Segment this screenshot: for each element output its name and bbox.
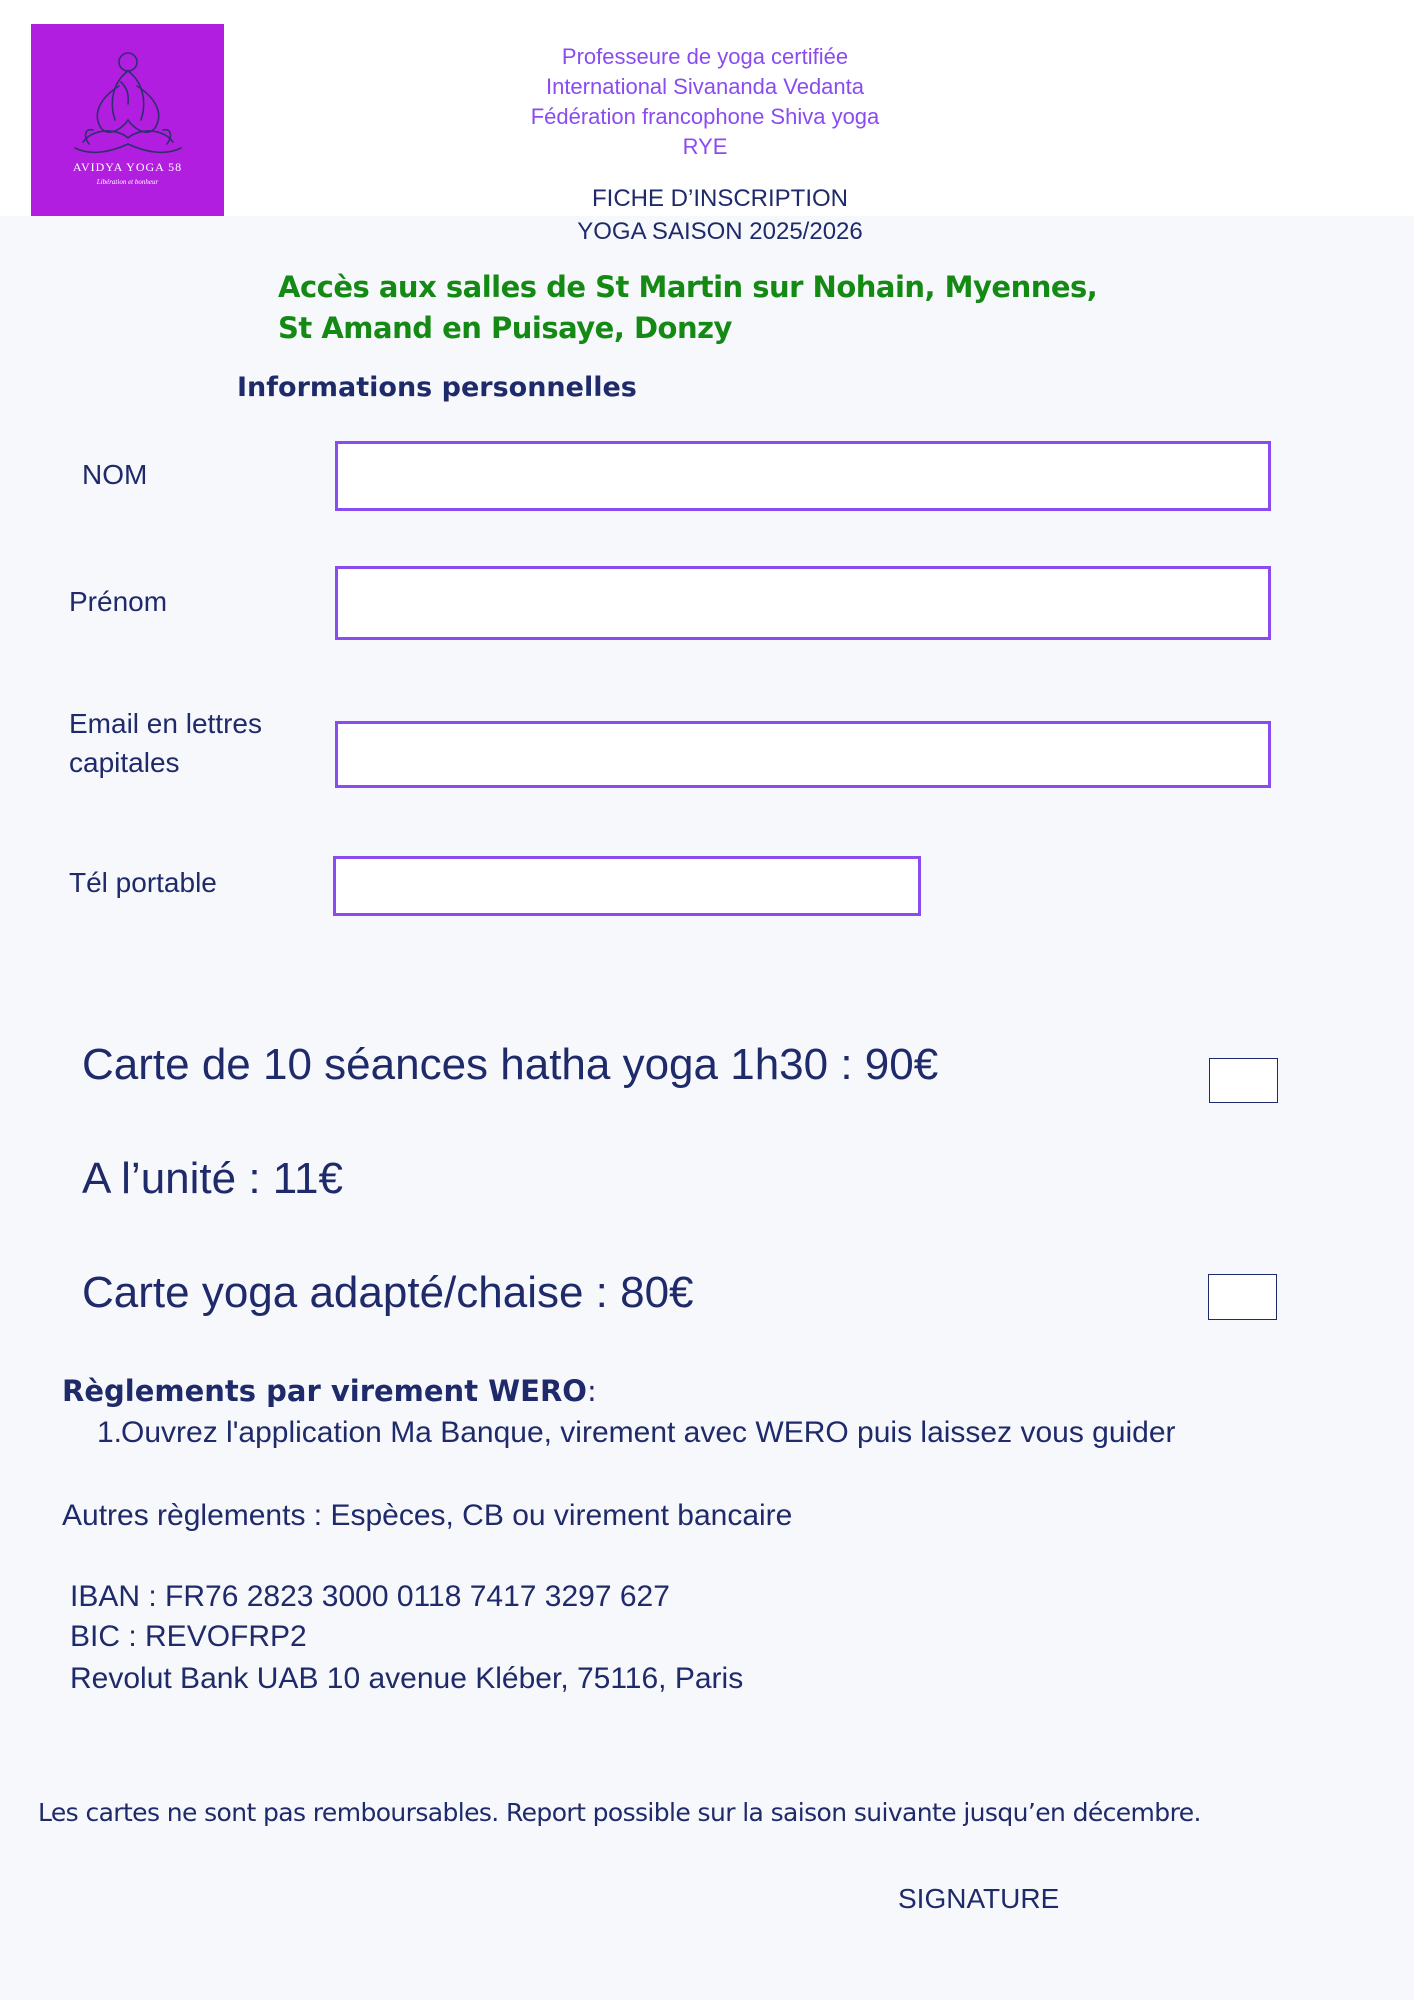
label-prenom: Prénom xyxy=(69,586,168,617)
nom-input[interactable] xyxy=(335,441,1271,511)
access-line-2: St Amand en Puisaye, Donzy xyxy=(278,311,732,345)
other-payments: Autres règlements : Espèces, CB ou virement bancaire xyxy=(62,1499,793,1532)
bic: BIC : REVOFRP2 xyxy=(70,1620,307,1653)
payment-title-suffix: : xyxy=(586,1374,597,1408)
logo-title: AVIDYA YOGA 58 xyxy=(72,160,183,174)
bank-address: Revolut Bank UAB 10 avenue Kléber, 75116, Paris xyxy=(70,1662,744,1695)
label-email-line-1: Email en lettres xyxy=(69,708,262,739)
section-title-personal-info: Informations personnelles xyxy=(237,372,637,403)
payment-step-1: Ouvrez l'application Ma Banque, virement avec WERO puis laissez vous guider xyxy=(121,1416,1176,1449)
email-input[interactable] xyxy=(335,721,1271,788)
form-title: FICHE D’INSCRIPTION xyxy=(591,185,848,212)
offer-unite: A l’unité : 11€ xyxy=(82,1154,343,1203)
access-line-1: Accès aux salles de St Martin sur Nohain, Myennes, xyxy=(278,270,1098,304)
label-email-line-2: capitales xyxy=(69,747,180,778)
logo-subtitle: Libération et bonheur xyxy=(96,178,159,186)
credential-line: International Sivananda Vedanta xyxy=(545,74,865,99)
iban: IBAN : FR76 2823 3000 0118 7417 3297 627 xyxy=(70,1580,670,1613)
offer-carte-10: Carte de 10 séances hatha yoga 1h30 : 90€ xyxy=(82,1040,939,1089)
label-tel: Tél portable xyxy=(69,867,217,898)
logo xyxy=(31,24,224,216)
checkbox-chaise[interactable] xyxy=(1208,1274,1277,1320)
payment-title-bold: Règlements par virement WERO xyxy=(62,1374,587,1408)
payment-title xyxy=(62,1374,597,1408)
offer-chaise: Carte yoga adapté/chaise : 80€ xyxy=(82,1268,694,1317)
checkbox-carte-10[interactable] xyxy=(1209,1058,1278,1103)
tel-input[interactable] xyxy=(333,856,921,916)
meditating-figure-icon xyxy=(31,24,224,216)
credential-line: Fédération francophone Shiva yoga xyxy=(530,104,880,129)
credential-line: Professeure de yoga certifiée xyxy=(561,44,849,69)
signature-label: SIGNATURE xyxy=(898,1883,1060,1914)
payment-step-number: 1. xyxy=(97,1416,123,1449)
prenom-input[interactable] xyxy=(335,566,1271,640)
season-title: YOGA SAISON 2025/2026 xyxy=(577,218,863,245)
refund-note: Les cartes ne sont pas remboursables. Report possible sur la saison suivante jusqu’en décembre. xyxy=(38,1798,1201,1827)
credential-line: RYE xyxy=(682,134,728,159)
label-nom: NOM xyxy=(82,459,148,490)
